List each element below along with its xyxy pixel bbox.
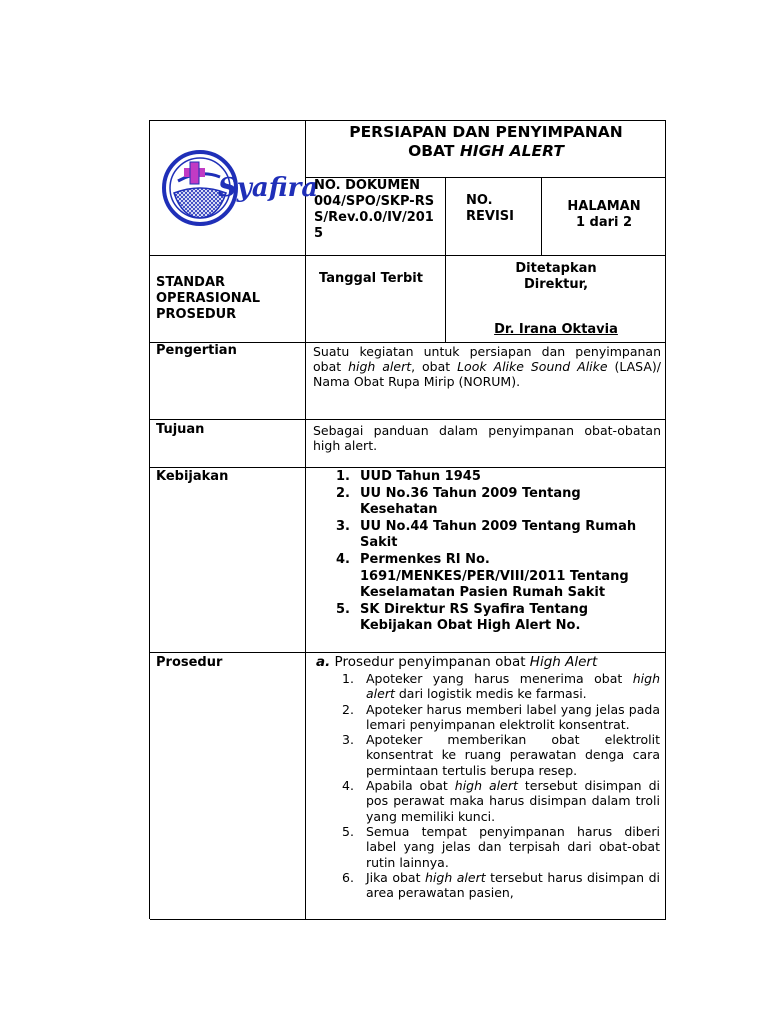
tanggal-terbit-label: Tanggal Terbit bbox=[319, 271, 423, 286]
title-line-1: PERSIAPAN DAN PENYIMPANAN bbox=[349, 123, 623, 141]
kebijakan-items bbox=[336, 469, 658, 635]
syafira-logo-icon bbox=[160, 147, 319, 227]
step-text: Apoteker memberikan obat elektrolit konsentrat ke ruang perawatan denga cara permintaan tertulis berupa resep. bbox=[366, 732, 660, 778]
no-revisi-label: NO. REVISI bbox=[466, 193, 514, 224]
grid-line bbox=[445, 177, 446, 342]
grid-line bbox=[150, 652, 666, 653]
tujuan-label: Tujuan bbox=[156, 422, 205, 437]
list-number: 3. bbox=[336, 518, 350, 534]
step-part: high alert bbox=[366, 671, 660, 702]
sop-label bbox=[156, 275, 296, 323]
list-number: 1. bbox=[336, 469, 350, 484]
step-part: Jika obat bbox=[366, 869, 425, 885]
step-part: Apoteker yang harus menerima obat bbox=[366, 671, 633, 686]
section-emphasis: High Alert bbox=[529, 654, 598, 670]
step-number: 1. bbox=[342, 671, 354, 686]
sop-label-line: PROSEDUR bbox=[156, 307, 237, 322]
step-text: Apoteker harus memberi label yang jelas pada lemari penyimpanan elektrolit konsentrat. bbox=[366, 701, 660, 732]
hospital-logo bbox=[160, 147, 319, 227]
prosedur-step bbox=[316, 824, 660, 870]
list-item bbox=[336, 486, 658, 519]
halaman-label: HALAMAN bbox=[567, 199, 641, 214]
pengertian-part: Suatu kegiatan untuk persiapan dan penyimpanan obat bbox=[313, 344, 661, 374]
ditetapkan-line: Direktur, bbox=[523, 277, 589, 292]
list-number: 4. bbox=[336, 551, 350, 567]
list-item bbox=[336, 602, 658, 635]
tujuan-text: Sebagai panduan dalam penyimpanan obat-obatan high alert. bbox=[313, 423, 661, 453]
step-text bbox=[356, 870, 660, 901]
step-number: 4. bbox=[342, 778, 354, 794]
document-title bbox=[306, 123, 666, 161]
prosedur-label: Prosedur bbox=[156, 655, 223, 670]
step-part: tersebut disimpan di pos perawat maka harus disimpan dalam troli yang memiliki kunci. bbox=[366, 778, 660, 824]
list-item bbox=[336, 469, 658, 486]
pengertian-part: high alert bbox=[348, 359, 412, 374]
sop-label-line: OPERASIONAL bbox=[156, 291, 261, 306]
prosedur-section-heading bbox=[316, 654, 660, 671]
no-dokumen-value: 004/SPO/SKP-RSS/Rev.0.0/IV/2015 bbox=[314, 194, 435, 241]
step-part: dari logistik medis ke farmasi. bbox=[394, 686, 587, 702]
title-emphasis: HIGH ALERT bbox=[459, 142, 564, 160]
signatory-name bbox=[446, 322, 666, 338]
pengertian-text bbox=[313, 344, 661, 389]
grid-line bbox=[150, 919, 666, 920]
pengertian-part: (LASA)/ Nama Obat Rupa Mirip (NORUM). bbox=[313, 359, 661, 389]
pengertian-part: Look Alike Sound Alike bbox=[457, 359, 608, 374]
prosedur-body bbox=[316, 654, 660, 900]
no-dokumen-label: NO. DOKUMEN bbox=[314, 178, 421, 193]
signatory-text: Dr. Irana Oktavia bbox=[494, 322, 618, 337]
kebijakan-list bbox=[336, 469, 658, 635]
section-text: Prosedur penyimpanan obat bbox=[334, 654, 530, 670]
step-part: Apabila obat bbox=[366, 778, 455, 794]
sop-label-line: STANDAR bbox=[156, 275, 226, 290]
list-item bbox=[336, 552, 658, 602]
list-item bbox=[336, 519, 658, 552]
title-line-2 bbox=[306, 142, 666, 161]
prosedur-step bbox=[316, 732, 660, 778]
prosedur-step bbox=[316, 671, 660, 702]
list-text: UU No.44 Tahun 2009 Tentang Rumah Sakit bbox=[360, 518, 637, 551]
list-number: 2. bbox=[336, 485, 350, 501]
ditetapkan-line: Ditetapkan bbox=[515, 261, 597, 276]
ditetapkan-block bbox=[446, 261, 666, 293]
prosedur-step bbox=[316, 702, 660, 733]
list-number: 5. bbox=[336, 601, 350, 617]
halaman-value: 1 dari 2 bbox=[575, 215, 633, 230]
step-part: tersebut harus disimpan di area perawatan pasien, bbox=[366, 869, 660, 901]
prosedur-step bbox=[316, 778, 660, 824]
grid-line bbox=[150, 467, 666, 468]
list-text: UU No.36 Tahun 2009 Tentang Kesehatan bbox=[360, 485, 581, 518]
pengertian-label: Pengertian bbox=[156, 343, 237, 358]
sop-document bbox=[149, 120, 666, 919]
list-text: SK Direktur RS Syafira Tentang Kebijakan Obat High Alert No. bbox=[360, 601, 589, 634]
kebijakan-label: Kebijakan bbox=[156, 469, 229, 484]
step-number: 3. bbox=[342, 732, 354, 748]
step-part: high alert bbox=[425, 869, 486, 885]
step-text bbox=[356, 671, 660, 702]
pengertian-part: , obat bbox=[411, 359, 458, 374]
list-text: Permenkes RI No. 1691/MENKES/PER/VIII/2011 Tentang Keselamatan Pasien Rumah Sakit bbox=[360, 551, 629, 601]
halaman-cell bbox=[542, 199, 666, 231]
no-dokumen-cell bbox=[314, 178, 442, 242]
grid-line bbox=[305, 121, 306, 920]
grid-line bbox=[150, 419, 666, 420]
step-text bbox=[356, 778, 660, 824]
step-part: high alert bbox=[454, 778, 518, 794]
section-letter: a. bbox=[316, 654, 331, 670]
step-number: 2. bbox=[342, 701, 354, 717]
step-number: 6. bbox=[342, 869, 354, 885]
step-number: 5. bbox=[342, 823, 354, 839]
grid-line bbox=[150, 255, 666, 256]
title-prefix: OBAT bbox=[408, 142, 460, 160]
logo-wordmark: Syafira bbox=[218, 173, 319, 203]
step-text: Semua tempat penyimpanan harus diberi label yang jelas dan terpisah dari obat-obat rutin lainnya. bbox=[366, 823, 660, 870]
prosedur-step bbox=[316, 870, 660, 901]
list-text: UUD Tahun 1945 bbox=[360, 469, 481, 484]
